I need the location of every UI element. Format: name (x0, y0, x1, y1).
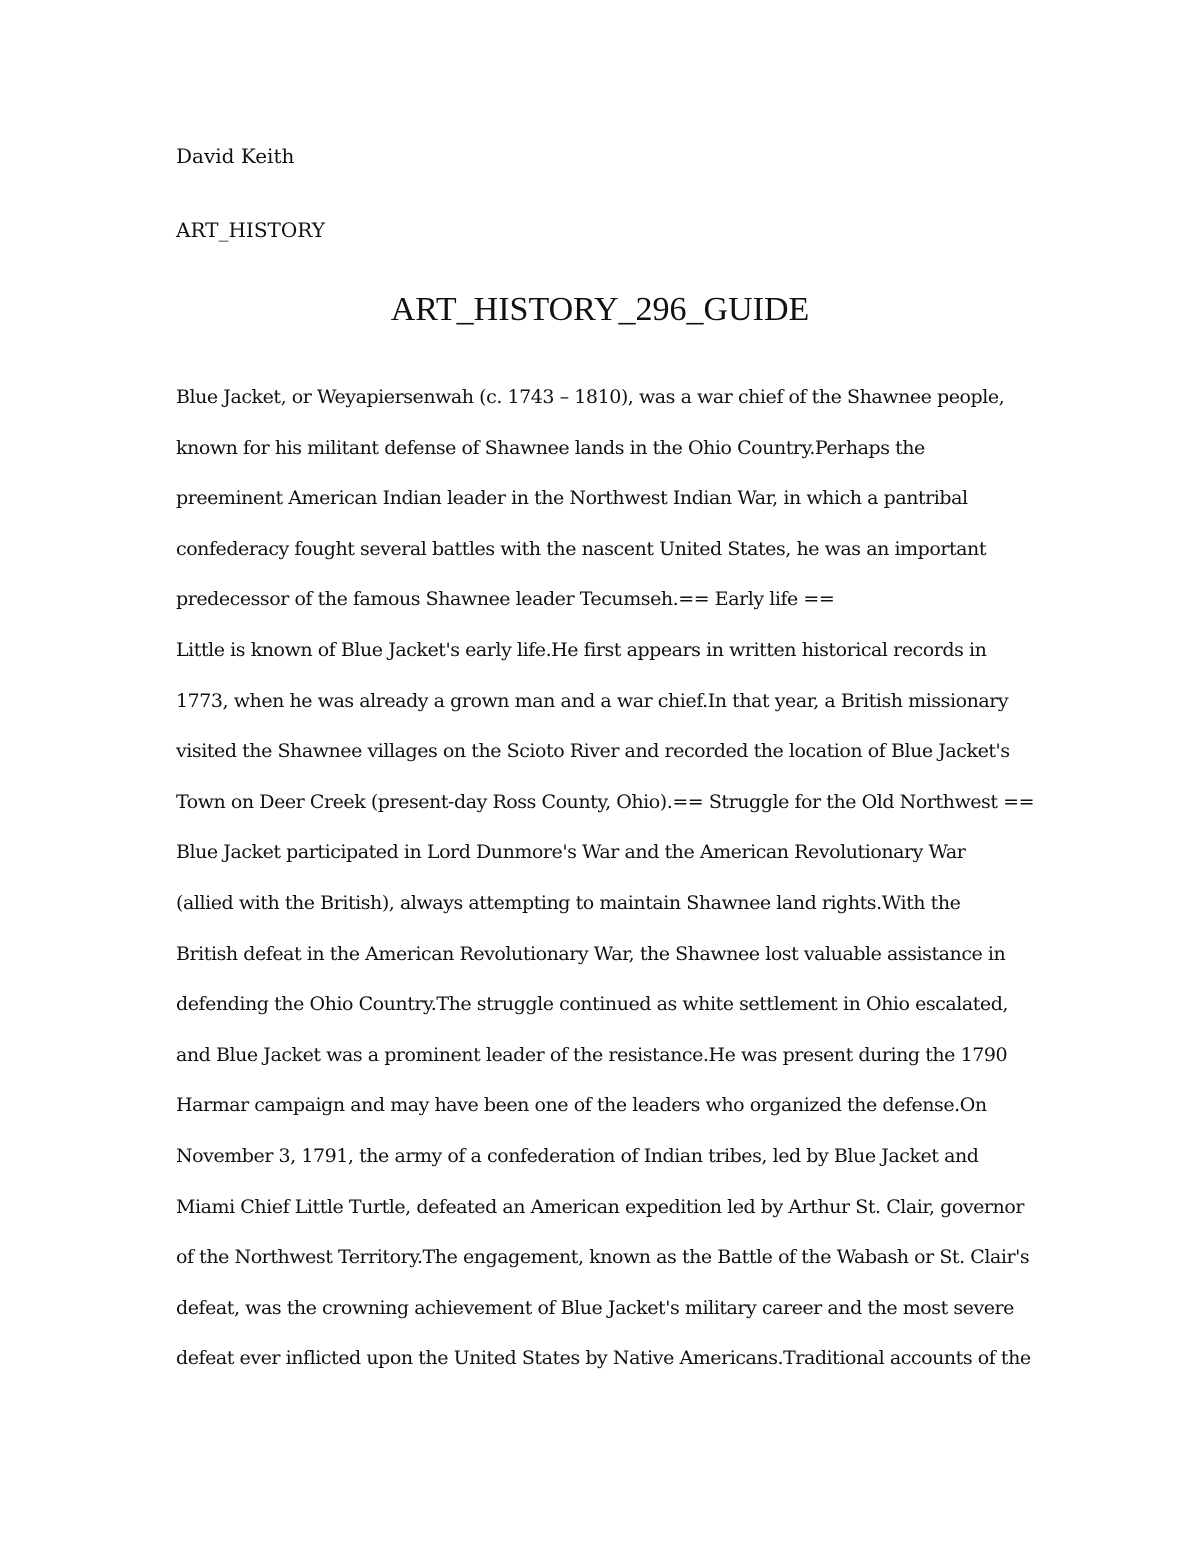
body-line: (allied with the British), always attempting to maintain Shawnee land rights.With the (176, 891, 961, 914)
body-line: predecessor of the famous Shawnee leader Tecumseh.== Early life == (176, 588, 835, 611)
body-line: defending the Ohio Country.The struggle continued as white settlement in Ohio escalated, (176, 993, 1009, 1016)
body-line: Blue Jacket, or Weyapiersenwah (c. 1743 – 1810), was a war chief of the Shawnee people, (176, 386, 1005, 408)
author-name: David Keith (176, 144, 295, 168)
body-line: defeat, was the crowning achievement of Blue Jacket's military career and the most severe (176, 1296, 1014, 1319)
body-text (176, 383, 1036, 1395)
body-line: November 3, 1791, the army of a confederation of Indian tribes, led by Blue Jacket and (176, 1144, 979, 1167)
body-line: Little is known of Blue Jacket's early life.He first appears in written historical records in (176, 638, 987, 661)
document-title: ART_HISTORY_296_GUIDE (390, 291, 810, 328)
body-line: Blue Jacket participated in Lord Dunmore's War and the American Revolutionary War (176, 841, 966, 864)
body-line: visited the Shawnee villages on the Scioto River and recorded the location of Blue Jacket's (176, 740, 1010, 763)
body-line: preeminent American Indian leader in the Northwest Indian War, in which a pantribal (176, 487, 968, 510)
body-line: of the Northwest Territory.The engagement, known as the Battle of the Wabash or St. Clair's (176, 1246, 1030, 1269)
body-line: Harmar campaign and may have been one of the leaders who organized the defense.On (176, 1094, 987, 1117)
body-line: 1773, when he was already a grown man and a war chief.In that year, a British missionary (176, 689, 1009, 712)
body-line: and Blue Jacket was a prominent leader of the resistance.He was present during the 1790 (176, 1043, 1008, 1066)
body-line: Miami Chief Little Turtle, defeated an American expedition led by Arthur St. Clair, governor (176, 1195, 1024, 1218)
body-line: defeat ever inflicted upon the United States by Native Americans.Traditional accounts of the (176, 1347, 1031, 1370)
course-name: ART_HISTORY (176, 218, 325, 242)
body-line: known for his militant defense of Shawnee lands in the Ohio Country.Perhaps the (176, 436, 925, 459)
body-line: Town on Deer Creek (present-day Ross County, Ohio).== Struggle for the Old Northwest == (176, 790, 1035, 813)
body-line: confederacy fought several battles with the nascent United States, he was an important (176, 537, 987, 560)
body-line: British defeat in the American Revolutionary War, the Shawnee lost valuable assistance in (176, 942, 1006, 965)
